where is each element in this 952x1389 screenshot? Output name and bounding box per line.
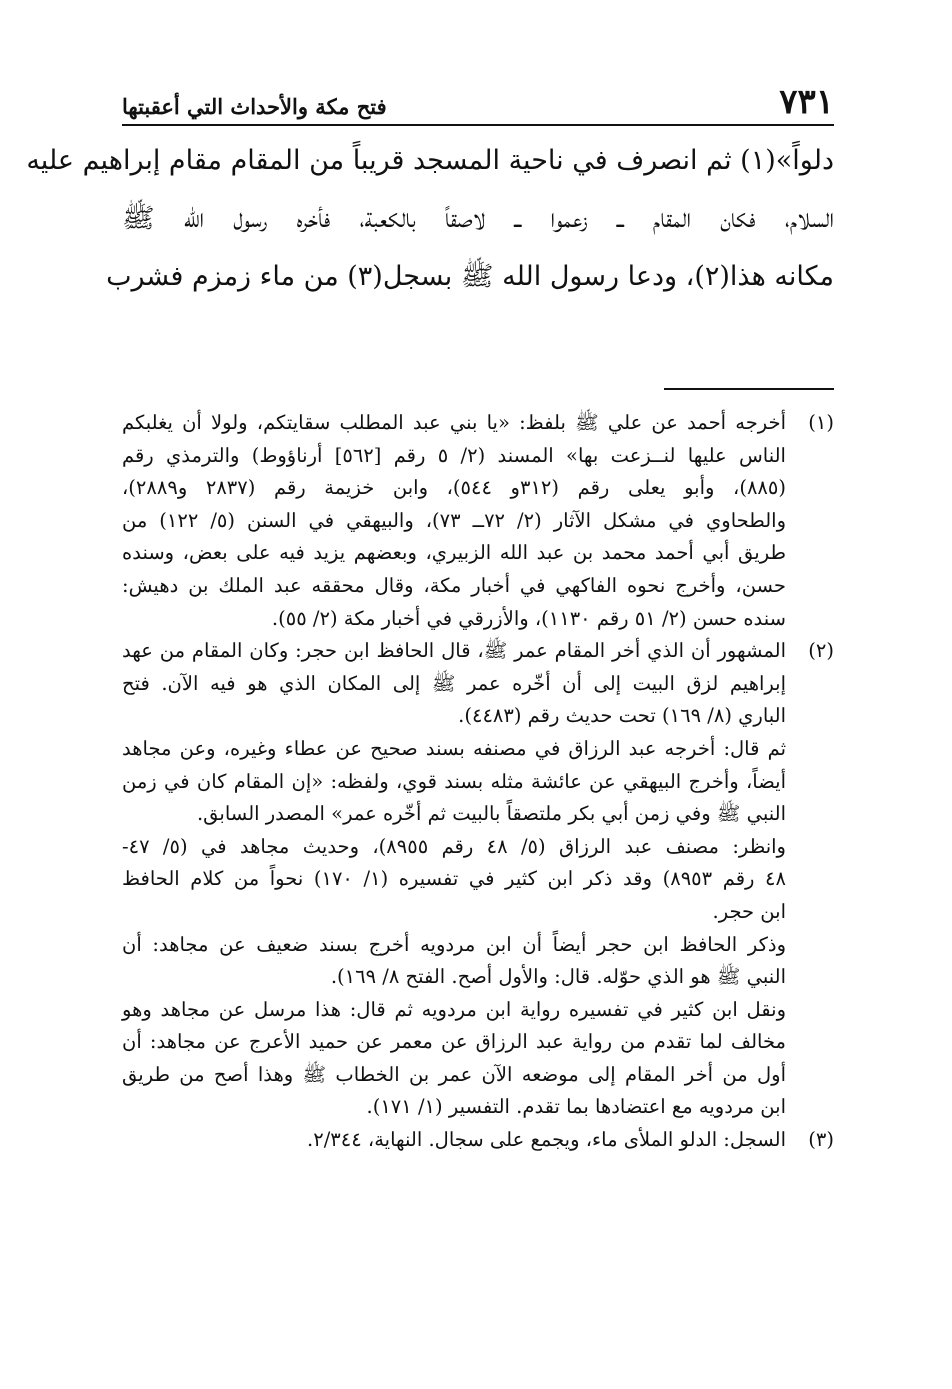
footnote-2 <box>122 635 834 1124</box>
footnote-line: والطحاوي في مشكل الآثار (٢/ ٧٢ــ ٧٣)، والبيهقي في السنن (٥/ ١٢٢) من <box>122 508 786 532</box>
page-header <box>122 80 834 126</box>
footnote-1 <box>122 407 834 635</box>
footnote-line: وانظر: مصنف عبد الرزاق (٥/ ٤٨ رقم ٨٩٥٥)، وحديث مجاهد في (٥/ ٤٧- <box>122 834 786 858</box>
footnote-line: (٨٨٥)، وأبو يعلى رقم (٣١٢و ٥٤٤)، وابن خزيمة رقم (٢٨٣٧ و٢٨٨٩)، <box>122 476 786 500</box>
running-title: فتح مكة والأحداث التي أعقبتها <box>122 94 387 119</box>
main-text-line: مكانه هذا(٢)، ودعا رسول الله ﷺ بسجل(٣) من ماء زمزم فشرب <box>106 261 834 292</box>
footnote-number: (٣) <box>808 1128 834 1152</box>
footnote-line: ونقل ابن كثير في تفسيره رواية ابن مردويه ثم قال: هذا مرسل عن مجاهد وهو <box>122 997 786 1021</box>
footnote-line: وذكر الحافظ ابن حجر أيضاً أن ابن مردويه أخرج بسند ضعيف عن مجاهد: أن <box>122 932 786 956</box>
footnote-line: ابن حجر. <box>712 899 786 923</box>
footnotes <box>122 407 834 1157</box>
footnote-line: النبي ﷺ وفي زمن أبي بكر ملتصقاً بالبيت ثم أخّره عمر» المصدر السابق. <box>196 802 786 826</box>
footnote-line: السجل: الدلو الملأى ماء، ويجمع على سجال. النهاية، ٢/٣٤٤. <box>307 1128 786 1152</box>
footnote-line: ثم قال: أخرجه عبد الرزاق في مصنفه بسند صحيح عن عطاء وغيره، وعن مجاهد <box>122 736 786 760</box>
footnote-line: طريق أبي أحمد محمد بن عبد الله الزبيري، وبعضهم يزيد فيه على بعض، وسنده <box>122 541 786 565</box>
footnote-line: حسن، وأخرج نحوه الفاكهي في أخبار مكة، وقال محققه عبد الملك بن دهيش: <box>122 573 786 597</box>
footnote-body <box>122 1124 786 1157</box>
footnote-line: الباري (٨/ ١٦٩) تحت حديث رقم (٤٤٨٣). <box>458 704 786 728</box>
footnote-line: ٤٨ رقم ٨٩٥٣) وقد ذكر ابن كثير في تفسيره (١/ ١٧٠) نحواً من كلام الحافظ <box>122 867 786 891</box>
footnote-line: النبي ﷺ هو الذي حوّله. قال: والأول أصح. الفتح ٨/ ١٦٩). <box>330 965 786 989</box>
footnote-body <box>122 635 786 1124</box>
footnote-line: الناس عليها لنــزعت بها» المسند (٢/ ٥ رقم [٥٦٢] أرناؤوط) والترمذي رقم <box>122 443 786 467</box>
footnote-number: (٢) <box>808 639 834 663</box>
main-text-line: السلام، فكان المقام ــ زعموا ــ لاصقاً بالكعبة، فأخره رسول الله ﷺ <box>122 203 834 234</box>
footnote-line: سنده حسن (٢/ ٥١ رقم ١١٣٠)، والأزرقي في أخبار مكة (٢/ ٥٥). <box>271 606 786 630</box>
footnote-3 <box>122 1124 834 1157</box>
footnote-line: أول من أخر المقام إلى موضعه الآن عمر بن الخطاب ﷺ وهذا أصح من طريق <box>122 1062 786 1086</box>
book-page <box>26 80 834 1389</box>
main-text-line: دلواً»(١) ثم انصرف في ناحية المسجد قريباً من المقام مقام إبراهيم عليه <box>26 145 834 176</box>
footnote-number: (١) <box>808 411 834 434</box>
footnote-line: ابن مردويه مع اعتضادها بما تقدم. التفسير (١/ ١٧١). <box>366 1095 786 1119</box>
footnote-line: مخالف لما تقدم من رواية عبد الرزاق عن معمر عن حميد الأعرج عن مجاهد: أن <box>122 1030 786 1054</box>
page-number: ٧٣١ <box>779 82 834 122</box>
main-text <box>26 132 834 306</box>
footnote-separator <box>664 388 834 390</box>
footnote-line: أخرجه أحمد عن علي ﷺ بلفظ: «يا بني عبد المطلب سقايتكم، ولولا أن يغلبكم <box>122 411 786 434</box>
footnote-line: إبراهيم لزق البيت إلى أن أخّره عمر ﷺ إلى المكان الذي هو فيه الآن. فتح <box>122 671 786 695</box>
footnote-body <box>122 407 786 635</box>
footnote-line: المشهور أن الذي أخر المقام عمر ﷺ، قال الحافظ ابن حجر: وكان المقام من عهد <box>122 639 786 663</box>
footnote-line: أيضاً، وأخرج البيهقي عن عائشة مثله بسند قوي، ولفظه: «إن المقام كان في زمن <box>122 769 786 793</box>
